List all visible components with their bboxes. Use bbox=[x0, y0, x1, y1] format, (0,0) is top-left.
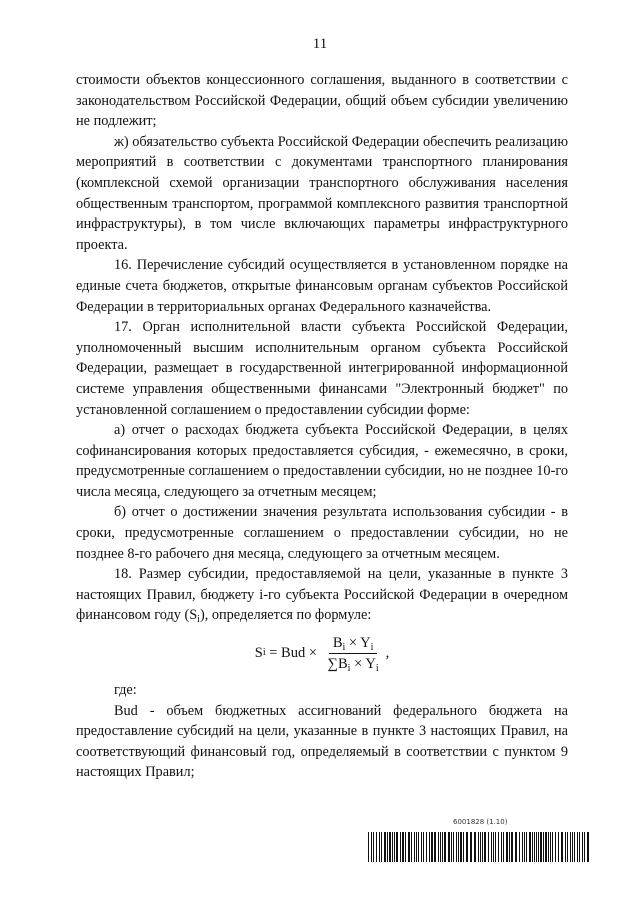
formula-lhs: S bbox=[254, 644, 263, 661]
bud-definition: Bud - объем бюджетных ассигнований федерального бюджета на предоставление субсидий на цели, указанные в пункте 3 настоящих Правил, на соответствующий финансовый год, определяемый в соответствии с пунктом 9 настоящих Правил; bbox=[76, 702, 568, 781]
paragraph: а) отчет о расходах бюджета субъекта Российской Федерации, в целях софинансирования которых предоставляется субсидия, - ежемесячно, в сроки, предусмотренные соглашением о предоставлении субсидии, но не позднее 10-го числа месяца, следующего за отчетным месяцем; bbox=[76, 422, 568, 500]
page-number: 11 bbox=[312, 36, 328, 52]
formula-numerator: $B_i \times Y_i$ bbox=[329, 634, 378, 654]
paragraph: 17. Орган исполнительной власти субъекта Российской Федерации, уполномоченный высшим исполнительным органом субъекта Российской Федерации, размещает в государственной интегрированной информационной системе управления общественными финансами "Электронный бюджет" по установленной соглашением о предоставлении субсидии форме: bbox=[76, 319, 568, 418]
para18-text-end: ), определяется по формуле: bbox=[199, 607, 372, 624]
formula-trailing-comma: , bbox=[385, 644, 390, 661]
paragraph-18 bbox=[76, 564, 568, 626]
formula-denominator: $\sum B_i \times Y_i$ bbox=[327, 655, 379, 674]
para18-subscript: i bbox=[197, 614, 200, 626]
paragraph: 16. Перечисление субсидий осуществляется в установленном порядке на единые счета бюджетов, открытые финансовым органам субъектов Российской Федерации в территориальных органах Федерального казначейства. bbox=[76, 257, 568, 315]
paragraph: стоимости объектов концессионного соглашения, выданного в соответствии с законодательством Российской Федерации, общий объем субсидии увеличению не подлежит; bbox=[76, 72, 568, 130]
document-code: 6001828 (1.10) bbox=[453, 818, 508, 826]
formula-fraction bbox=[324, 634, 383, 673]
paragraph: ж) обязательство субъекта Российской Федерации обеспечить реализацию мероприятий в соответствии с документами транспортного планирования (комплексной схемой организации транспортного обслуживания населения общественным транспортом, программой комплексного развития транспортной инфраструктуры), в том числе включающих параметры инфраструктурного проекта. bbox=[76, 133, 568, 253]
formula-equals: = Bud × bbox=[265, 644, 321, 661]
barcode bbox=[368, 832, 590, 862]
paragraph: б) отчет о достижении значения результата использования субсидии - в сроки, предусмотренные соглашением о предоставлении субсидии, но не позднее 8-го рабочего дня месяца, следующего за отчетным месяцем. bbox=[76, 504, 568, 562]
para18-text: 18. Размер субсидии, предоставляемой на цели, указанные в пункте 3 настоящих Правил, бюджету i-го субъекта Российской Федерации в очередном финансовом году (S bbox=[76, 566, 568, 624]
where-label: где: bbox=[114, 682, 137, 699]
document-body bbox=[76, 70, 568, 783]
subsidy-formula: S i = Bud × $\frac{B_i \times Y_i}{\sum B_i \times Y_i}$ , bbox=[254, 634, 390, 674]
